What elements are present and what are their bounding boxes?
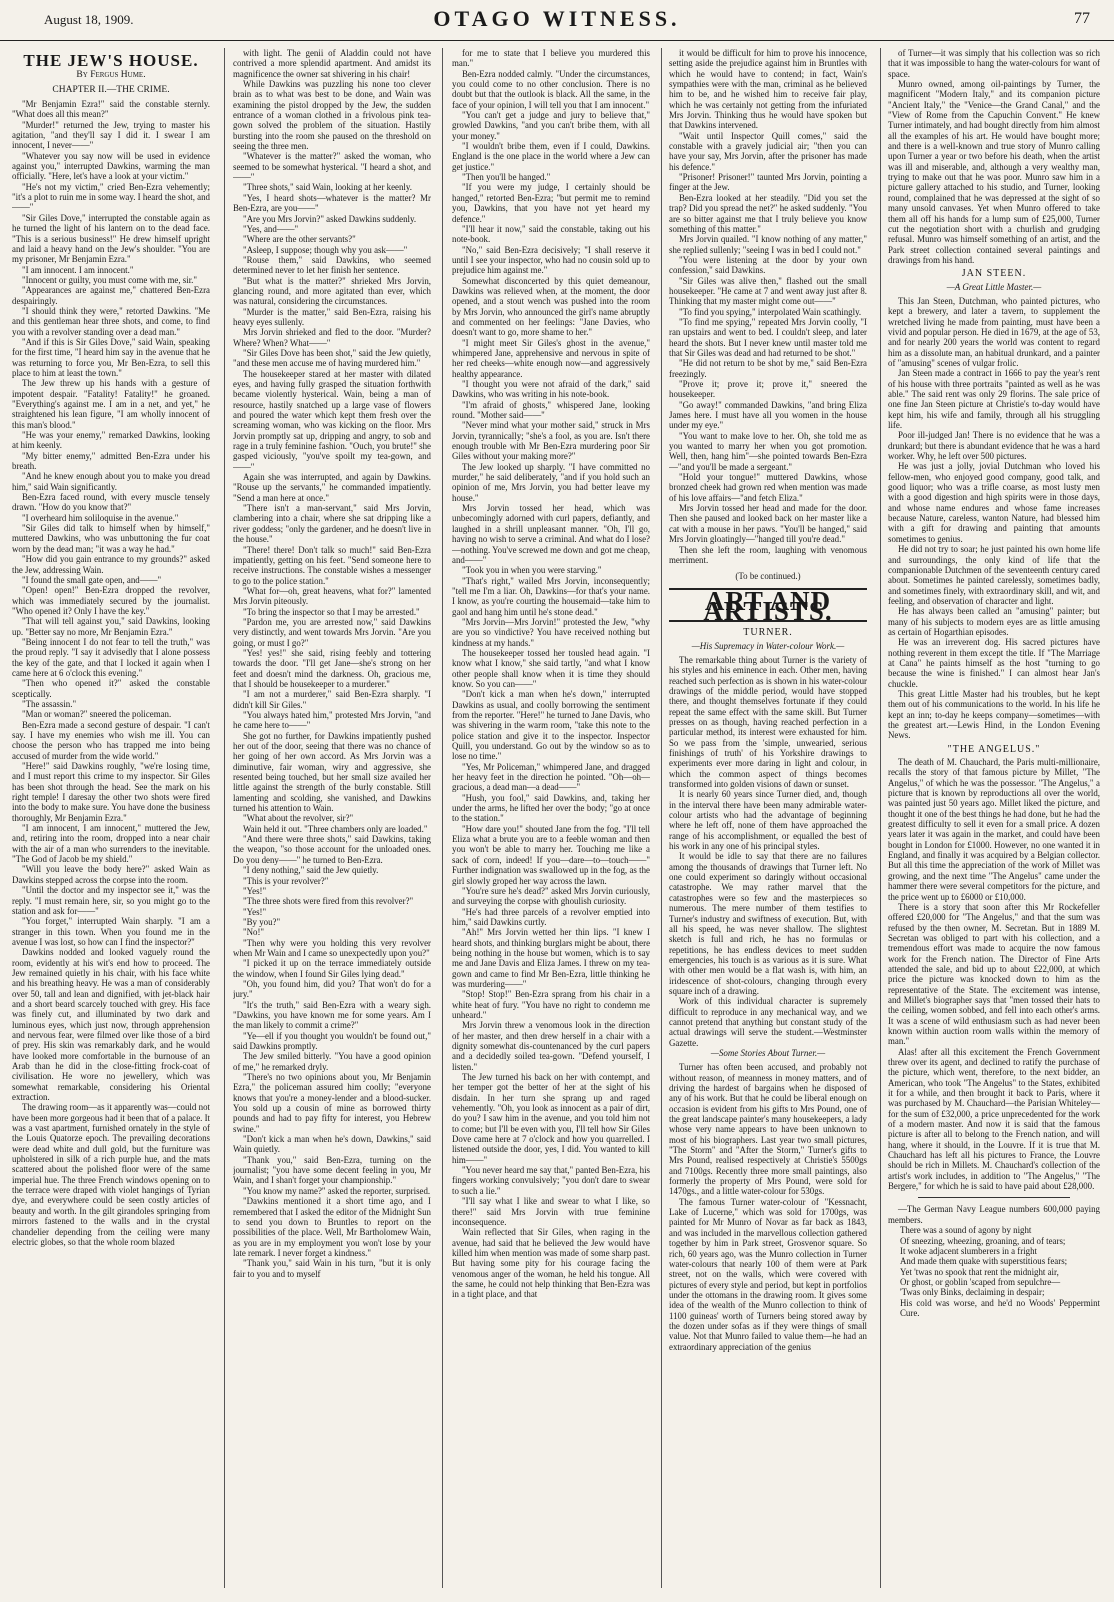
story-paragraph: Ben-Ezra looked at her steadily. "Did you set the trap? Did you spread the net?" he asked suddenly. "You are so bitter against me that I truly believe you know something of this matter." (669, 192, 867, 234)
jan-steen-paragraph: He was an irreverent dog. His sacred pictures have nothing reverent in them except the title. If "The Marriage at Cana" he paints himself as the host "turning to go because the wine is finished." I can almost hear Jan's chuckle. (888, 637, 1100, 689)
story-paragraph: "Rouse them," said Dawkins, who seemed determined never to let her finish her sentence. (233, 254, 431, 276)
story-paragraph: "Innocent or guilty, you must come with me, sir." (22, 274, 198, 285)
story-paragraph: The Jew turned his back on her with contempt, and her temper got the better of her at the sight of his disdain. In her turn she sprang up and raged vehemently. "Oh, you look as innocent as a pair of dirt, do you? I saw him in the avenue, and you told him not to come; but I'll be even with you, I'll tell how Sir Giles Dove came here at 7 o'clock and how you quarrelled. I listened outside the door, yes, I did. You wanted to kill him——" (452, 1072, 650, 1165)
story-paragraph: "But what is the matter?" shrieked Mrs Jorvin, glancing round, and more agitated than ever, which was natural, considering the circumstances. (233, 275, 431, 307)
jan-steen-subtitle: —A Great Little Master.— (946, 281, 1042, 292)
turner-continued-text (888, 48, 1100, 265)
jan-steen-paragraph: Jan Steen made a contract in 1666 to pay the year's rent of his house with three portraits "painted as well as he was able." The said rent was only 29 florins. The sale price of one fine Jan Steen picture at Christie's to-day would have kept him, his wife and family, through all his struggling life. (888, 368, 1100, 431)
turner-paragraph: of Turner—it was simply that his collection was so rich that it was impossible to hang the water-colours for want of space. (888, 48, 1100, 79)
story-paragraph: "You're sure he's dead?" asked Mrs Jorvin curiously, and surveying the corpse with ghoulish curiosity. (452, 885, 650, 907)
story-paragraph: "Yes, I heard shots—whatever is the matter? Mr Ben-Ezra, are you——" (233, 192, 431, 214)
poem-line: It woke adjacent slumberers in a fright (900, 1245, 1038, 1256)
story-paragraph: Mrs Jorvin threw a venomous look in the direction of her master, and then drew herself in a chair with a dignity somewhat dis-countenanced by the curl papers and a decidedly soiled tea-gown. "Defend yourself, I listen." (452, 1020, 650, 1072)
byline (12, 70, 210, 80)
story-paragraph: "He was your enemy," remarked Dawkins, looking at him keenly. (12, 430, 210, 451)
story-paragraph: "Sir Giles Dove," interrupted the constable again as he turned the light of his lantern on to the dead face. "This is a serious business!" He drew himself upright and laid a heavy hand on the Jew's shoulder. "You are my prisoner, Mr Benjamin Ezra." (12, 212, 210, 265)
navy-league-note: —The German Navy League numbers 600,000 paying members. (888, 1204, 1100, 1225)
art-and-artists-heading: ART AND ARTISTS. (669, 588, 867, 623)
column-2 (233, 48, 431, 1588)
column-3 (452, 48, 650, 1588)
story-paragraph: "Will you leave the body here?" asked Wain as Dawkins stepped across the corpse into the room. (12, 864, 210, 885)
story-paragraph: Then she left the room, laughing with venomous merriment. (669, 544, 867, 565)
story-paragraph: "Prisoner! Prisoner!" taunted Mrs Jorvin, pointing a finger at the Jew. (669, 172, 867, 193)
story-paragraph: "Whatever you say now will be used in evidence against you," interrupted Dawkins, warming the man officially. "Here, let's have a look at your victim." (12, 150, 210, 182)
section-divider (918, 1197, 1070, 1198)
story-paragraph: Somewhat disconcerted by this quiet demeanour, Dawkins was relieved when, at the moment, the door opened, and a stout wench was pushed into the room by Mrs Jorvin, who announced the girl's name abruptly and commented on her feelings: "Jane Davies, who doesn't want to go, more shame to her." (452, 275, 650, 338)
story-paragraph: "I'll say what I like and swear to what I like, so there!" said Mrs Jorvin with true feminine inconsequence. (452, 1196, 650, 1227)
story-paragraph: "I should think they were," retorted Dawkins. "Me and this gentleman hear three shots, and come, to find you with a revolver standing over a dead man." (12, 305, 210, 337)
story-paragraph: The drawing room—as it apparently was—could not have been more gorgeous had it been that of a palace. It was a vast apartment, furnished ornately in the style of the Louis Quatorze epoch. The prevailing decorations were dead white and dull gold, but the furniture was upholstered in silk of a rich purple hue, and the mats scattered about the polished floor were of the same imperial hue. The three French windows opening on to the terrace were draped with violet hangings of Tyrian dye, and everywhere could be seen costly articles of beauty and worth. In the gilt girandoles springing from mirrors fastened to the walls and in the crystal chandelier depending from the ceiling were many electric globes, so that the whole room blazed (12, 1102, 210, 1247)
story-paragraph: "Yes, Mr Policeman," whimpered Jane, and dragged her heavy feet in the direction he pointed. "Oh—oh—gracious, a dead man—a dead——" (452, 761, 650, 793)
turner-paragraph: The famous Turner water-colour of "Kessnacht, Lake of Lucerne," which was sold for 1700gs, was painted for Mr Munro of Novar as far back as 1843, and was included in the marvellous collection gathered together by him in Park street, Grosvenor square. So rich, 60 years ago, was the Munro collection in Turner water-colours that nearly 100 of them were at Park street, not on the walls, which were covered with pictures of every style and period, but kept in portfolios under the ottomans in the drawing room. It gives some idea of the wealth of the Munro collection to think of 1100 guineas' worth of Turners being stored away by the dozen under sofas as if they were things of small value. Not that Munro failed to value them—he had an extraordinary appreciation of the genius (669, 1196, 867, 1352)
turner-paragraph: Turner has often been accused, and probably not without reason, of meanness in money matters, and of driving the hardest of bargains when he disposed of any of his work. But that he could be liberal enough on occasion is evident from his gifts to Mrs Pound, one of the great landscape painter's many housekeepers, a lady whose very name appears to have been unknown to most of his biographers. Last year two small pictures, "The Storm" and "After the Storm," Turner's gifts to Mrs Pound, realised respectively at Christie's 5500gs and 7100gs. Recently three more small paintings, also formerly the property of Mrs Pound, were sold for 1470gs., and a little water-colour for 530gs. (669, 1062, 867, 1197)
story-paragraph: "Wait until Inspector Quill comes," said the constable with a gravely judicial air; "then you can have your say, Mrs Jorvin, after the prisoner has made his defence." (669, 130, 867, 172)
story-paragraph: "Appearances are against me," chattered Ben-Ezra despairingly. (12, 285, 210, 306)
column-5 (888, 48, 1100, 1588)
story-paragraph: "You know my name?" asked the reporter, surprised. (243, 1185, 431, 1196)
story-paragraph: for me to state that I believe you murdered this man." (452, 48, 650, 69)
story-paragraph: "Dawkins mentioned it a short time ago, and I remembered that I asked the editor of the Midnight Sun to send you down to Bruntles to report on the possibilities of the place. Well, Mr Bartholomew Wain, as you are in my employment you won't lose by your late remark. I never forget a kindness." (233, 1196, 431, 1258)
story-paragraph: "Asleep, I suppose; though why you ask——" (243, 244, 408, 255)
newspaper-title: OTAGO WITNESS. (433, 6, 681, 31)
poem-line: There was a sound of agony by night (900, 1225, 1032, 1236)
poem-line: 'Twas only Binks, declaiming in despair; (900, 1287, 1045, 1298)
story-paragraph: "How dare you!" shouted Jane from the fog. "I'll tell Eliza what a brute you are to a feeble woman and then you won't be able to marry her. Touching me like a sack of corn, indeed! If you—dare—to—touch——" Further indignation was swallowed up in the fog, as the girl slowly groped her way across the lawn. (452, 823, 650, 886)
story-paragraph: "Then who opened it?" asked the constable sceptically. (12, 678, 210, 699)
story-paragraph: "There isn't a man-servant," said Mrs Jorvin, clambering into a chair, where she sat dripping like a river goddess; "only the gardener, and he doesn't live in the house." (233, 503, 431, 545)
story-paragraph: it would be difficult for him to prove his innocence, setting aside the prejudice against him in Bruntles with which he would have to contend; in fact, Wain's sympathies were with the man, criminal as he believed him to be, and he wished him to receive fair play, which he was certainly not getting from the infuriated Mrs Jorvin. Thinking thus he would have spoken but that Dawkins intervened. (669, 48, 867, 131)
story-paragraph: "You can't get a judge and jury to believe that," growled Dawkins, "and you can't bribe them, with all your money." (452, 110, 650, 141)
jan-steen-paragraph: He has always been called an "amusing" painter; but many of his subjects to modern eyes are as little amusing as certain of Hogarthian episodes. (888, 606, 1100, 637)
story-paragraph: "You forget," interrupted Wain sharply. "I am a stranger in this town. When you found me in the avenue I was lost, so how can I find the inspector?" (12, 916, 210, 947)
story-paragraph: "That's right," wailed Mrs Jorvin, inconsequently; "tell me I'm a liar. Oh, Dawkins—for that's your name. I know, as you're courting the housemaid—take him to gaol and hang him until he's stone dead." (452, 575, 650, 617)
angelus-paragraph: There is a story that soon after this Mr Rockefeller offered £20,000 for "The Angelus," and that the sum was refused by the then owner, M. Secretan. But in 1889 M. Secretan was obliged to part with his collection, and a tremendous effort was made to acquire the now famous work for the French nation. The Director of Fine Arts attended the sale, and bid up to about £22,000, at which price the picture was knocked down to him as the representative of the State. The excitement was intense, and Millet's biographer says that "men tossed their hats to the ceiling, women sobbed, and fell into each other's arms. It was a scene of wild enthusiasm such as had never been known within auction room walls within the memory of man." (888, 901, 1100, 1047)
story-col3-text (452, 48, 650, 1300)
story-paragraph: "And he knew enough about you to make you dread him," said Wain significantly. (12, 471, 210, 492)
story-paragraph: "Oh, you found him, did you? That won't do for a jury." (233, 978, 431, 1000)
story-title: THE JEW'S HOUSE. (23, 51, 199, 70)
story-paragraph: "You want to make love to her. Oh, she told me as you wanted to marry her when you got promotion. Well, then, hang him"—she pointed towards Ben-Ezra—"and you'll be made a sergeant." (669, 430, 867, 472)
story-paragraph: "Murder!" returned the Jew, trying to master his agitation, "and they'll say I did it. I swear I am innocent, I never——" (12, 119, 210, 151)
page-number: 77 (1074, 10, 1090, 27)
story-col4-text (669, 48, 867, 565)
story-paragraph: "Sir Giles was alive then," flashed out the small housekeeper. "He came at 7 and went away just after 8. Thinking that my master might come out——" (669, 275, 867, 307)
story-paragraph: "Prove it; prove it; prove it," sneered the housekeeper. (669, 379, 867, 400)
story-paragraph: "No," said Ben-Ezra decisively; "I shall reserve it until I see your inspector, who had no cousin sold up to prejudice him against me." (452, 244, 650, 276)
story-paragraph: "This is your revolver?" (243, 875, 329, 886)
story-paragraph: Mrs Jorvin quailed. "I know nothing of any matter," she replied sullenly; "seeing I was in bed I could not." (669, 234, 867, 255)
byline-author: Fergus Hume. (90, 70, 146, 81)
masthead (0, 0, 1114, 41)
story-paragraph: Dawkins nodded and looked vaguely round the room, evidently at his wit's end how to proceed. The Jew remained quietly in his chair, with his face white and his breathing heavy. He was a man of considerably over 50, tall and lean and dignified, with jet-black hair and a short beard scarcely touched with grey. His face was finely cut, and illuminated by two dark and luminous eyes, which just now, through apprehension and nervous fear, were filmed over like those of a bird of prey. His skin was remarkably dark, and he would have looked more comfortable in the burnouse of an Arab than he did in the close-fitting frock-coat of civilisation. He wore no jewellery, which was somewhat remarkable, considering his Oriental extraction. (12, 947, 210, 1103)
peppermint-cure-poem (888, 1225, 1100, 1318)
story-paragraph: "Being innocent I do not fear to tell the truth," was the proud reply. "I say it advisedly that I alone possess the key of the gate, and that I locked it again when I came here at 6 o'clock this evening." (12, 636, 210, 678)
story-paragraph: The housekeeper tossed her tousled head again. "I know what I know," she said tartly, "and what I know other people shall know when it is time they should know. So you can——" (452, 647, 650, 689)
story-paragraph: While Dawkins was puzzling his none too clever brain as to what was best to be done, and Wain was examining the pistol dropped by the Jew, the sudden entrance of a woman clothed in a frivolous pink tea-gown solved the problem of the situation. Hastily bursting into the room she paused on the threshold on seeing the three men. (233, 79, 431, 152)
story-paragraph: Ben-Ezra made a second gesture of despair. "I can't say. I have my enemies who wish me ill. You can choose the person who has trapped me into being accused of murder from the wide world." (12, 719, 210, 761)
story-paragraph: "Don't kick a man when he's down," interrupted Dawkins as usual, and coolly borrowing the sentiment from the reporter. "Here!" he turned to Jane Davis, who was shivering in the warm room, "take this note to the police station and give it to the inspector. Inspector Quill, you understand. Go out by the window so as to lose no time." (452, 689, 650, 762)
to-be-continued: (To be continued.) (735, 571, 801, 582)
poem-line: And made them quake with superstitious fears; (900, 1256, 1068, 1267)
column-rule (442, 48, 443, 1588)
story-paragraph: "He's not my victim," cried Ben-Ezra vehemently; "it's a plot to ruin me in some way. I heard the shot, and——" (12, 181, 210, 213)
story-paragraph: "Here!" said Dawkins roughly, "we're losing time, and I must report this crime to my inspector. Sir Giles has been shot through the head. See the mark on his right temple! I daresay the other two shots were fired into the body to make sure. You have done the business thoroughly, Mr Benjamin Ezra." (12, 761, 210, 823)
story-paragraph: "And if this is Sir Giles Dove," said Wain, speaking for the first time, "I heard him say in the avenue that he was returning to force you, Mr Ben-Ezra, to sell this place to him at least the town." (12, 336, 210, 378)
story-paragraph: Again she was interrupted, and again by Dawkins. "Rouse up the servants," he commanded impatiently. "Send a man here at once." (233, 472, 431, 503)
angelus-paragraph: The death of M. Chauchard, the Paris multi-millionaire, recalls the story of that famous picture by Millet, "The Angelus," of which he was the possessor. "The Angelus," a picture that is known by reproductions all over the world, was painted just 50 years ago. Millet liked the picture, and thought it one of the best things he had done, but he had the greatest difficulty to sell it even for a small price. A dozen years later it was again in the market, and could have been bought in London for £1000. However, no one wanted it in England, and finally it was acquired by a Belgian collector. But all this time the appreciation of the work of Millet was growing, and the next time "The Angelus" came under the hammer there were several competitors for the picture, and the price went up to £6000 or £10,000. (888, 757, 1100, 902)
story-paragraph: "Then you'll be hanged." (462, 172, 551, 183)
story-paragraph: "And there were three shots," said Dawkins, taking the weapon, "so those account for the unloaded ones. Do you deny——" he turned to Ben-Ezra. (233, 834, 431, 865)
story-paragraph: "The three shots were fired from this revolver?" (243, 896, 414, 907)
story-paragraph: "I thought you were not afraid of the dark," said Dawkins, who was writing in his note-book. (452, 379, 650, 400)
story-paragraph: "There! there! Don't talk so much!" said Ben-Ezra impatiently, getting on his feet. "Send someone here to receive instructions. The constable wishes a messenger to go to the police station." (233, 544, 431, 586)
story-paragraph: "Ye—ell if you thought you wouldn't be found out," said Dawkins promptly. (233, 1030, 431, 1051)
story-paragraph: The Jew smiled bitterly. "You have a good opinion of me," he remarked dryly. (233, 1051, 431, 1072)
turner-paragraph: Munro owned, among oil-paintings by Turner, the magnificent "Modern Italy," and its companion picture "Ancient Italy," the "Venice—the Grand Canal," and the "View of Rome from the Capuchin Convent." He knew Turner intimately, and had bought directly from him almost all the examples of his art. He would have bought more; and there is a well-known and true story of Munro calling upon Turner a year or two before his death, when the artist was ill and miserable, and, although a very wealthy man, trying to make out that he was poor. Munro saw him in a picture gallery attached to his studio, and Turner, looking round, complained that he was depressed at the sight of so many unsold canvases. Yet when Munro offered to take them all off his hands for a lump sum of £25,000, Turner cut the negotiation short with a churlish and grudging refusal. Munro was himself something of an artist, and the Park street collection contained several paintings and drawings from his hand. (888, 79, 1100, 265)
turner-subtitle: —His Supremacy in Water-colour Work.— (691, 640, 845, 651)
jan-steen-paragraph: He did not try to soar; he just painted his own home life and surroundings, the only kind of life that the companionable Dutchmen of the seventeenth century cared about. Sometimes he painted carelessly, sometimes badly, and sometimes finely, with extraordinary skill, and wit, and feeling, and observation of character and light. (888, 544, 1100, 606)
story-paragraph: "Man or woman?" sneered the policeman. (22, 709, 172, 720)
story-paragraph: "Never mind what your mother said," struck in Mrs Jorvin, tyrannically; "she's a fool, as you are. Isn't there enough trouble with Mr Ben-Ezra murdering poor Sir Giles without your making more?" (452, 420, 650, 462)
story-paragraph: Mrs Jorvin shrieked and fled to the door. "Murder? Where? When? What——" (233, 327, 431, 348)
story-paragraph: "What about the revolver, sir?" (243, 813, 354, 824)
story-paragraph: "You always hated him," protested Mrs Jorvin, "and he came here to——" (233, 710, 431, 731)
jan-steen-paragraph: Poor ill-judged Jan! There is no evidence that he was a drunkard; but there is abundant evidence that he was a hard worker. Why, he left over 500 pictures. (888, 430, 1100, 462)
story-paragraph: "I found the small gate open, and——" (22, 574, 162, 585)
story-paragraph: Ben-Ezra faced round, with every muscle tensely drawn. "How do you know that?" (12, 492, 210, 513)
poem-line: Yet 'twas no spook that rent the midnight air, (900, 1266, 1059, 1277)
story-paragraph: "Took you in when you were starving." (462, 565, 602, 576)
story-paragraph: "What for—oh, great heavens, what for?" lamented Mrs Jorvin piteously. (233, 585, 431, 607)
angelus-text (888, 757, 1100, 1191)
story-paragraph: "That will tell against you," said Dawkins, looking up. "Better say no more, Mr Benjamin Ezra." (12, 616, 210, 637)
turner-paragraph: The remarkable thing about Turner is the variety of his styles and his eminence in each. Other men, having reached such perfection as is shown in his water-colour drawings of the middle period, would have stopped there, and thought themselves fortunate if they could repeat the same effect with the same skill. But Turner presses on as though, having reached perfection in a particular method, its interest were exhausted for him. So we pass from the 'simple, unwearied, serious finishings of truth' of his Yorkshire drawings to experiments ever more daring in light and colour, in which the common aspect of things becomes transformed into golden visions of dawn or sunset. (669, 654, 867, 790)
story-paragraph: "Yes!" (243, 885, 267, 896)
story-paragraph: "My bitter enemy," admitted Ben-Ezra under his breath. (12, 450, 210, 472)
jan-steen-paragraph: This great Little Master had his troubles, but he kept them out of his communications to the world. In his life he kept an inn; to-day he keeps company—sometimes—with the greatest art.—Lewis Hind, in the London Evening News. (888, 688, 1100, 741)
story-paragraph: "Thank you," said Ben-Ezra, turning on the journalist; "you have some decent feeling in you, Mr Wain, and I shan't forget your championship." (233, 1154, 431, 1186)
byline-prefix: By (76, 70, 88, 81)
turner-stories-subtitle: —Some Stories About Turner.— (710, 1047, 826, 1058)
story-paragraph: "Yes, and——" (243, 223, 299, 234)
story-paragraph: "Three shots," said Wain, looking at her keenly. (243, 182, 412, 193)
story-paragraph: "If you were my judge, I certainly should be hanged," retorted Ben-Ezra; "but permit me to remind you, Dawkins, that you have not yet heard my defence." (452, 182, 650, 224)
story-paragraph: "To find me spying," repeated Mrs Jorvin coolly, "I ran upstairs and went to bed. I couldn't sleep, and later heard the shots. But I never knew until master told me that Sir Giles was dead and had returned to be shot." (669, 316, 867, 358)
story-paragraph: She got no further, for Dawkins impatiently pushed her out of the door, seeing that there was no chance of her going of her own accord. As Mrs Jorvin was a diminutive, fair woman, wiry and aggressive, she resented being touched, but her small size availed her little against the strength of the burly constable. Still lamenting and scolding, she vanished, and Dawkins turned his attention to Wain. (233, 730, 431, 814)
poem-line: His cold was worse, and he'd no Woods' Peppermint Cure. (900, 1297, 1100, 1318)
story-paragraph: "Open! open!" Ben-Ezra dropped the revolver, which was immediately secured by the journalist. "Who opened it? Only I have the key." (12, 585, 210, 616)
column-1 (12, 48, 210, 1588)
story-paragraph: "Don't kick a man when he's down, Dawkins," said Wain quietly. (233, 1134, 431, 1155)
turner-stories-text (669, 1062, 867, 1352)
story-paragraph: The Jew looked up sharply. "I have committed no murder," he said deliberately, "and if you hold such an opinion of me, Mrs Jorvin, you had better leave my house." (452, 461, 650, 503)
story-paragraph: "No!" (243, 927, 265, 938)
story-paragraph: with light. The genii of Aladdin could not have contrived a more splendid apartment. And amidst its magnificence the owner sat shivering in his chair! (233, 48, 431, 79)
issue-date: August 18, 1909. (44, 12, 134, 27)
story-paragraph: "Then why were you holding this very revolver when Mr Wain and I came so unexpectedly upon you?" (233, 937, 431, 958)
story-paragraph: "Hold your tongue!" muttered Dawkins, whose bronzed cheek had grown red when mention was made of his love affairs—"and fetch Eliza." (669, 472, 867, 503)
story-paragraph: "There's no two opinions about you, Mr Benjamin Ezra," the policeman assured him coolly; "everyone knows that you're a money-lender and a blood-sucker. You sold up a cousin of mine as borrowed thirty pounds and had to pay fifty for interest, you Hebrew swine." (233, 1072, 431, 1134)
jan-steen-paragraph: He was just a jolly, jovial Dutchman who loved his fellow-men, who enjoyed good company, good talk, and good liquor; who was a trifle coarse, as most lusty men with a good digestion and high spirits were in those days, and whose name endures and whose fame increases because Nature, careless, wanton Nature, had blessed him with a gift for drawing and painting that amounts sometimes to genius. (888, 461, 1100, 544)
story-paragraph: "I am not a murderer," said Ben-Ezra sharply. "I didn't kill Sir Giles." (233, 689, 431, 710)
story-paragraph: "Ah!" Mrs Jorvin wetted her thin lips. "I knew I heard shots, and thinking burglars might be about, there being nothing in the house but women, which is to say me and Jane Davis and Eliza James. I threw on my tea-gown and came to find Mr Ben-Ezra, little thinking he was murdering——" (452, 927, 650, 989)
story-paragraph: Mrs Jorvin tossed her head, which was unbecomingly adorned with curl papers, defiantly, and laughed in a shrill unpleasant manner. "Oh, I'll go, having no wish to serve a criminal. And what do I lose?—nothing. You've screwed me down and got me cheap, and——" (452, 503, 650, 565)
story-paragraph: "I'll hear it now," said the constable, taking out his note-book. (452, 223, 650, 245)
story-paragraph: The housekeeper stared at her master with dilated eyes, and having fully grasped the situation forthwith became violently hysterical. Wain, being a man of resource, hastily snatched up a large vase of flowers and poured the water which kept them fresh over the screaming woman, who was kicking on the floor. Mrs Jorvin promptly sat up, dripping and angry, to sob and rage in a truly feminine fashion. "Ouch, you brute!" she gasped viciously, "you've spoilt my tea-gown, and——" (233, 368, 431, 472)
jan-steen-text (888, 296, 1100, 741)
story-paragraph: Wain reflected that Sir Giles, when raging in the avenue, had said that he believed the Jew would have killed him when mention was made of some sharp past. But having some pity for his courage facing the venomous anger of the woman, he held his tongue. All the same, he could not help thinking that Ben-Ezra was in a tight place, and that (452, 1227, 650, 1300)
poem-line: Or ghost, or goblin 'scaped from sepulchre— (900, 1276, 1061, 1287)
story-paragraph: "Yes!" (243, 906, 267, 917)
column-rule (880, 48, 881, 1588)
story-paragraph: "I might meet Sir Giles's ghost in the avenue," whimpered Jane, apprehensive and nervous in spite of her red cheeks—white enough now—and aggressively healthy appearance. (452, 337, 650, 379)
story-paragraph: Mrs Jorvin tossed her head and made for the door. Then she paused and looked back on her master like a cat with a mouse in her paws. "You'll be hanged," said Mrs Jorvin gloatingly—"hanged till you're dead." (669, 503, 867, 545)
story-paragraph: "To find you spying," interpolated Wain scathingly. (679, 306, 862, 317)
story-col2-text (233, 48, 431, 1279)
story-paragraph: "Thank you," said Wain in his turn, "but it is only fair to you and to myself (233, 1258, 431, 1279)
story-paragraph: "He's had three parcels of a revolver emptied into him," said Dawkins curtly. (452, 906, 650, 927)
turner-text (669, 655, 867, 1048)
turner-title: TURNER. (743, 627, 793, 639)
story-paragraph: "You were listening at the door by your own confession," said Dawkins. (669, 254, 867, 276)
story-paragraph: "I'm afraid of ghosts," whispered Jane, looking round. "Mother said——" (452, 399, 650, 421)
story-paragraph: "Mrs Jorvin—Mrs Jorvin!" protested the Jew, "why are you so vindictive? You have received nothing but kindness at my hands." (452, 616, 650, 648)
column-4 (669, 48, 867, 1588)
story-paragraph: "I am innocent, I am innocent," muttered the Jew, and, retiring into the room, dropped into a near chair with the air of a man who surrenders to the inevitable. "The God of Jacob be my shield." (12, 823, 210, 865)
story-paragraph: "Stop! Stop!" Ben-Ezra sprang from his chair in a white heat of fury. "You have no right to condemn me unheard." (452, 989, 650, 1020)
column-rule (661, 48, 662, 1588)
story-col1-text (12, 99, 210, 1247)
story-paragraph: "To bring the inspector so that I may be arrested." (243, 606, 420, 617)
story-paragraph: The Jew threw up his hands with a gesture of impotent despair. "Fatality! Fatality!" he groaned. "Everything's against me. I am in a net, and yet," he straightened his lean figure, "I am wholly innocent of this man's blood." (12, 378, 210, 430)
story-paragraph: "Whatever is the matter?" asked the woman, who seemed to be somewhat hysterical. "I heard a shot, and——" (233, 151, 431, 183)
story-paragraph: "I deny nothing," said the Jew quietly. (243, 865, 379, 876)
story-paragraph: Ben-Ezra nodded calmly. "Under the circumstances, you could come to no other conclusion. There is no doubt but that the outlook is black. All the same, in the face of your opinion, I will tell you that I am innocent." (452, 68, 650, 110)
story-paragraph: "The assassin." (22, 698, 77, 709)
jan-steen-title: JAN STEEN. (961, 268, 1027, 280)
turner-paragraph: It is nearly 60 years since Turner died, and, though in the interval there have been many admirable water-colour artists who had the advantage of beginning where he left off, none of them have approached the range of his accomplishment, or equalled the best of his work in any one of his principal styles. (669, 789, 867, 852)
story-paragraph: "You never heard me say that," panted Ben-Ezra, his fingers working convulsively; "you don't dare to swear to such a lie." (452, 1165, 650, 1196)
story-paragraph: "Go away!" commanded Dawkins, "and bring Eliza James here. I must have all you women in the house under my eye." (669, 399, 867, 431)
story-paragraph: "Mr Benjamin Ezra!" said the constable sternly. "What does all this mean?" (12, 99, 210, 120)
story-paragraph: "He did not return to be shot by me," said Ben-Ezra freezingly. (669, 358, 867, 379)
jan-steen-paragraph: This Jan Steen, Dutchman, who painted pictures, who kept a brewery, and later a tavern, to supplement the wretched living he made from painting, must have been a vivid and popular person. He died in 1679, at the age of 53, and for nearly 200 years the world was content to regard him as a dissolute man, an habitual drunkard, and a painter of "amusing" scenes of vulgar frolic. (888, 295, 1100, 368)
story-paragraph: "Murder is the matter," said Ben-Ezra, raising his heavy eyes sullenly. (233, 306, 431, 327)
story-paragraph: "Yes! yes!" she said, rising feebly and tottering towards the door. "I'll get Jane—she's strong on her feet and doesn't mind the darkness. Oh, gracious me, that I should be housekeeper to a murderer." (233, 647, 431, 689)
column-rule (224, 48, 225, 1588)
story-paragraph: "I am innocent. I am innocent." (22, 264, 134, 275)
story-paragraph: "Sir Giles did talk to himself when by himself," muttered Dawkins, who was unbuttoning the fur coat worn by the dead man; "it was a way he had." (12, 523, 210, 554)
story-paragraph: "Hush, you fool," said Dawkins, and, taking her under the arms, he lifted her over the body; "go at once to the station." (452, 792, 650, 824)
story-paragraph: "I overheard him soliloquise in the avenue." (22, 512, 179, 523)
chapter-heading: CHAPTER II.—THE CRIME. (52, 84, 170, 95)
story-paragraph: "Where are the other servants?" (243, 234, 356, 245)
angelus-title: "THE ANGELUS." (947, 743, 1041, 755)
poem-line: Of sneezing, wheezing, groaning, and of tears; (900, 1235, 1066, 1246)
story-paragraph: "I picked it up on the terrace immediately outside the window, when I found Sir Giles lying dead." (233, 958, 431, 979)
story-paragraph: "Pardon me, you are arrested now," said Dawkins very distinctly, and went towards Mrs Jorvin. "Are you going, or must I go?" (233, 616, 431, 648)
story-paragraph: "How did you gain entrance to my grounds?" asked the Jew, addressing Wain. (12, 554, 210, 575)
turner-paragraph: It would be idle to say that there are no failures among the thousands of drawings that Turner left. No one could experiment so daringly without occasional catastrophe. We may rather marvel that the catastrophes were so few and the masterpieces so numerous. The mere number of them testifies to Turner's industry and swiftness of execution. But, with all his speed, he was never shallow. The slightest sketch is full and rich, he has no formulas or repetitions, he has endless devices to meet sudden emergencies, his touch is as various as it is sure. What with other men would be a flat wash is, with him, an iridescence of shot-colours, changing through every square inch of a drawing. (669, 851, 867, 996)
story-paragraph: Wain held it out. "Three chambers only are loaded." (243, 823, 428, 834)
angelus-paragraph: Alas! after all this excitement the French Government threw over its agent, and declined to ratify the purchase of the picture, which went, therefore, to the next bidder, an American, who took "The Angelus" to the States, exhibited it for a while, and then brought it back to Paris, where it was purchased by M. Chauchard—the Parisian Whiteley—for the sum of £32,000, a price unprecedented for the work of a modern master. And now it is said that the famous picture is after all to belong to the French nation, and will hang, where it should, in the Louvre. If it is true that M. Chauchard has left all his pictures to France, the Louvre should be rich in Millets. M. Chauchard's collection of the artist's work includes, in addition to "The Angelus," "The Bergere," for which he is said to have paid about £28,000. (888, 1046, 1100, 1192)
story-paragraph: "Are you Mrs Jorvin?" asked Dawkins suddenly. (243, 213, 417, 224)
story-paragraph: "By you?" (243, 916, 281, 927)
story-paragraph: "I wouldn't bribe them, even if I could, Dawkins. England is the one place in the world where a Jew can get justice." (452, 141, 650, 172)
story-paragraph: "Until the doctor and my inspector see it," was the reply. "I must remain here, sir, so you might go to the station and ask for——" (12, 885, 210, 916)
turner-paragraph: Work of this individual character is supremely difficult to reproduce in any mechanical way, and we cannot pretend that anything but constant study of the actual drawings will serve the student.—Westminster Gazette. (669, 996, 867, 1048)
story-paragraph: "It's the truth," said Ben-Ezra with a weary sigh. "Dawkins, you have known me for some years. Am I the man likely to commit a crime?" (233, 999, 431, 1031)
story-paragraph: "Sir Giles Dove has been shot," said the Jew quietly, "and these men accuse me of having murdered him." (233, 347, 431, 369)
